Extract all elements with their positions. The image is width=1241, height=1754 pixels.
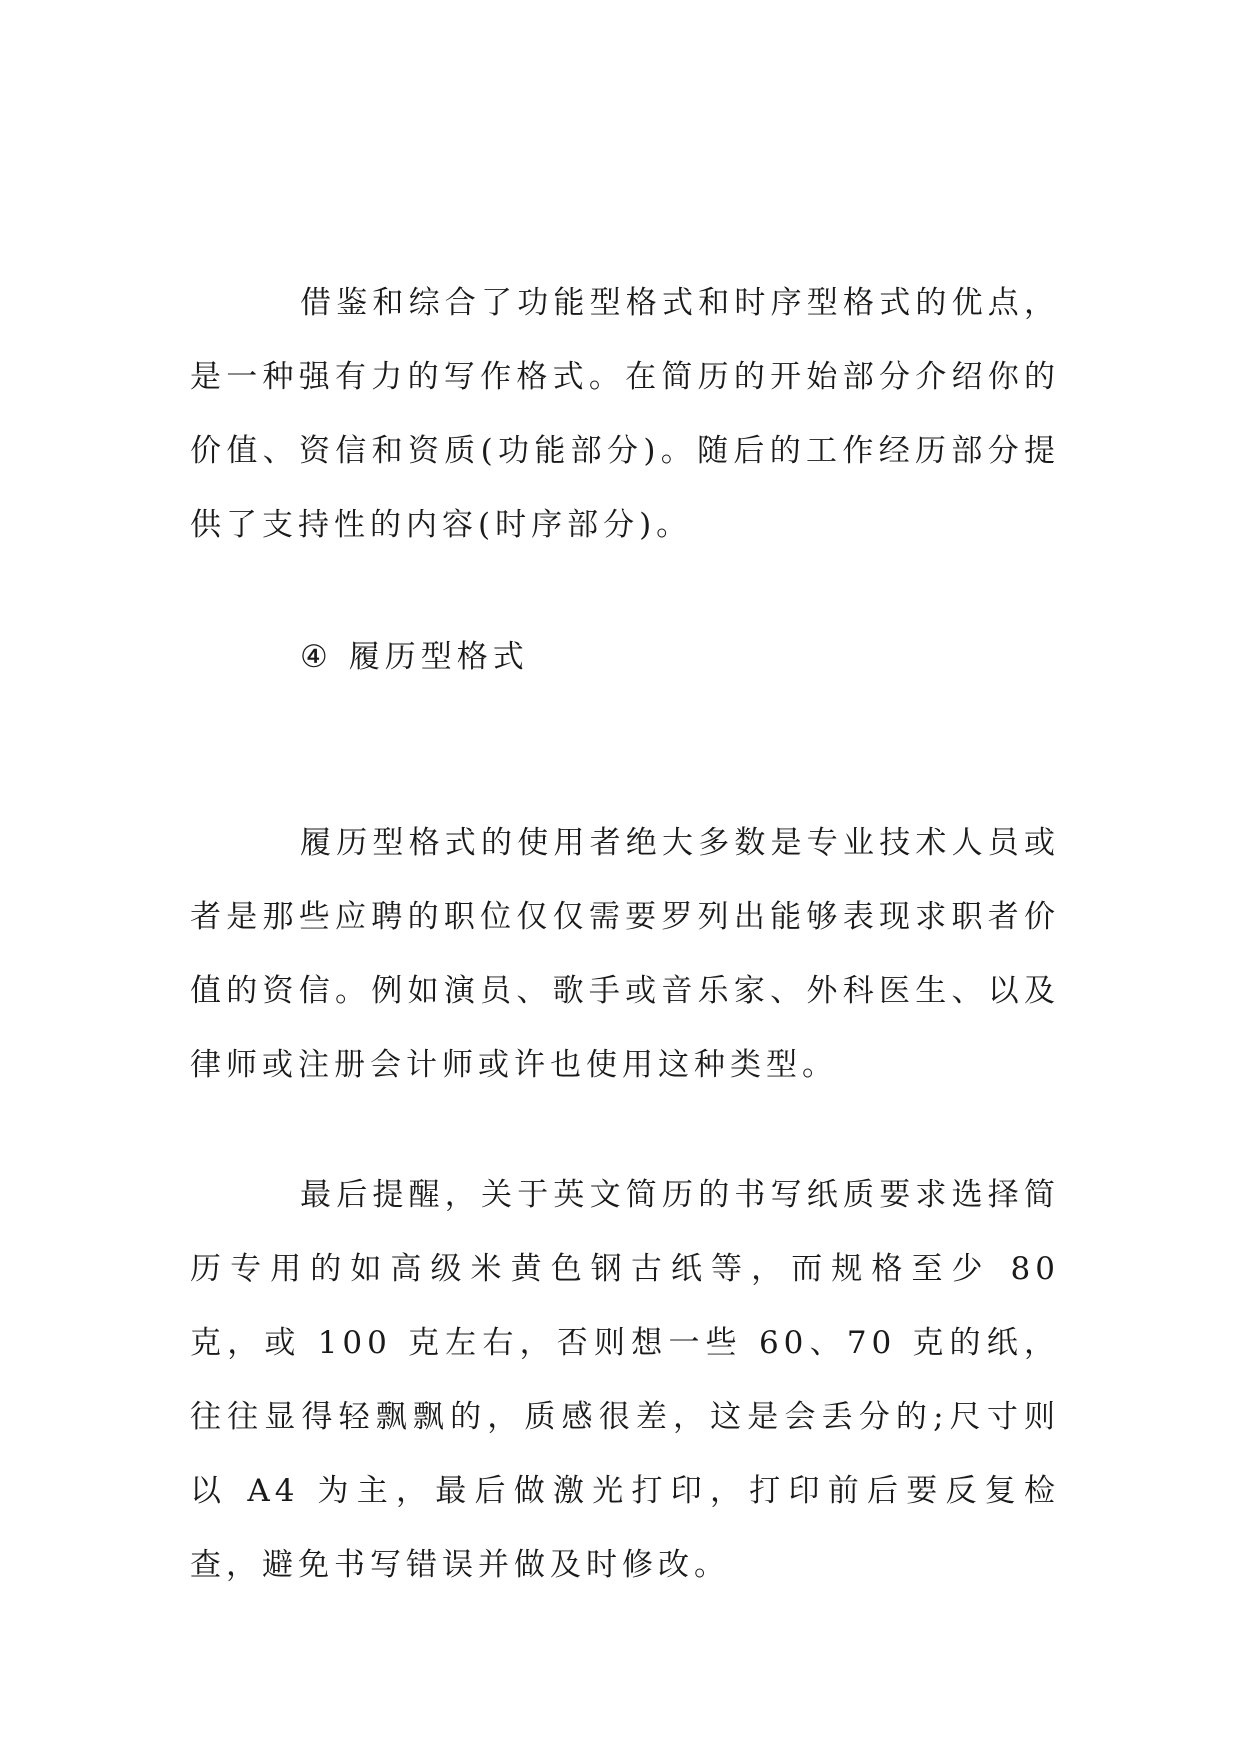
section-heading bbox=[300, 620, 529, 694]
paragraph-curriculum-vitae-format: 履历型格式的使用者绝大多数是专业技术人员或者是那些应聘的职位仅仅需要罗列出能够表现求职者价值的资信。例如演员、歌手或音乐家、外科医生、以及律师或注册会计师或许也使用这种类型。 bbox=[190, 825, 1060, 1083]
paragraph-combined-format: 借鉴和综合了功能型格式和时序型格式的优点，是一种强有力的写作格式。在简历的开始部分介绍你的价值、资信和资质(功能部分)。随后的工作经历部分提供了支持性的内容(时序部分)。 bbox=[190, 285, 1060, 543]
paragraph-final-reminder: 最后提醒，关于英文简历的书写纸质要求选择简历专用的如高级米黄色钢古纸等，而规格至少 80 克，或 100 克左右，否则想一些 60、70 克的纸，往往显得轻飘飘的，质感很差，这是会丢分的;尺寸则以 A4 为主，最后做激光打印，打印前后要反复检查，避免书写错误并做及时修改。 bbox=[190, 1177, 1060, 1583]
section-number: ④ bbox=[300, 639, 333, 675]
section-title: 履历型格式 bbox=[348, 639, 529, 675]
